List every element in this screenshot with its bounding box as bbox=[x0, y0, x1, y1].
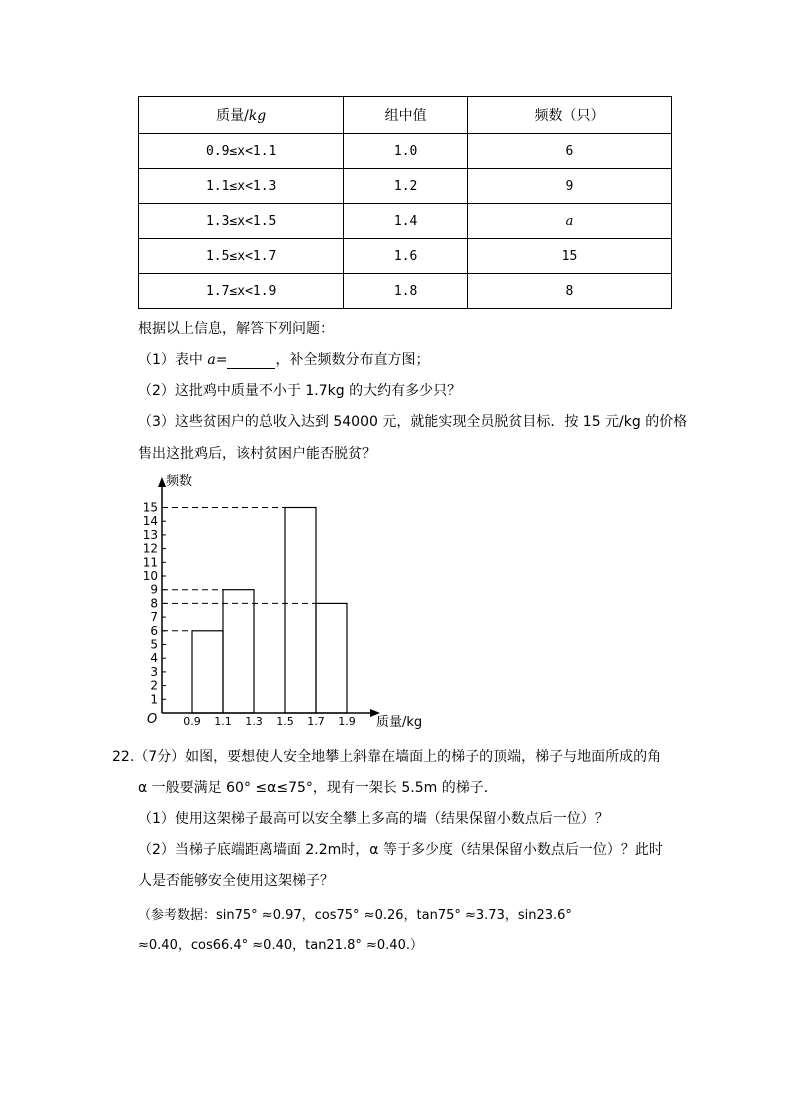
table-cell-mid: 1.2 bbox=[344, 169, 468, 204]
histogram-bar bbox=[223, 590, 254, 713]
problem-22-line2: α 一般要满足 60° ≤α≤75°，现有一架长 5.5m 的梯子． bbox=[138, 780, 498, 796]
table-cell-range: 1.7≤x<1.9 bbox=[139, 274, 344, 309]
origin-label: O bbox=[147, 712, 158, 727]
y-tick-label: 9 bbox=[150, 582, 158, 597]
y-tick-label: 15 bbox=[142, 500, 158, 515]
frequency-table bbox=[138, 96, 672, 309]
table-cell-range: 1.3≤x<1.5 bbox=[139, 204, 344, 239]
table-cell-range: 1.5≤x<1.7 bbox=[139, 239, 344, 274]
table-cell-mid: 1.6 bbox=[344, 239, 468, 274]
x-axis-title: 质量/kg bbox=[376, 715, 423, 730]
histogram-bar bbox=[285, 508, 316, 714]
table-cell-count: a bbox=[467, 204, 671, 239]
table-row bbox=[139, 134, 672, 169]
y-axis-arrow-icon bbox=[158, 477, 166, 487]
x-tick-label: 1.3 bbox=[245, 715, 263, 728]
histogram-chart bbox=[136, 468, 436, 730]
y-tick-label: 2 bbox=[150, 678, 158, 693]
table-cell-count: 8 bbox=[467, 274, 671, 309]
reference-data-line2: ≈0.40，cos66.4° ≈0.40，tan21.8° ≈0.40.） bbox=[138, 938, 423, 953]
table-cell-range: 1.1≤x<1.3 bbox=[139, 169, 344, 204]
table-cell-mid: 1.8 bbox=[344, 274, 468, 309]
table-cell-count: 6 bbox=[467, 134, 671, 169]
x-tick-label: 1.9 bbox=[338, 715, 356, 728]
question-2: （2）这批鸡中质量不小于 1.7kg 的大约有多少只？ bbox=[138, 383, 462, 399]
y-tick-label: 4 bbox=[150, 651, 158, 666]
question-3-line2: 售出这批鸡后，该村贫困户能否脱贫？ bbox=[138, 446, 376, 462]
y-tick-label: 7 bbox=[150, 610, 158, 625]
question-1-suffix: ，补全频数分布直方图； bbox=[275, 352, 430, 368]
table-cell-mid: 1.4 bbox=[344, 204, 468, 239]
header-mass: 质量/kg bbox=[139, 97, 344, 134]
table-row bbox=[139, 274, 672, 309]
y-tick-label: 12 bbox=[142, 541, 158, 556]
question-3-line1: （3）这些贫困户的总收入达到 54000 元，就能实现全员脱贫目标．按 15 元/kg 的价格 bbox=[138, 414, 688, 430]
y-tick-label: 8 bbox=[150, 596, 158, 611]
table-cell-mid: 1.0 bbox=[344, 134, 468, 169]
table-cell-count: 15 bbox=[467, 239, 671, 274]
table-cell-range: 0.9≤x<1.1 bbox=[139, 134, 344, 169]
y-tick-label: 10 bbox=[142, 569, 158, 583]
y-tick-label: 11 bbox=[142, 555, 158, 570]
y-tick-label: 14 bbox=[142, 514, 158, 529]
variable-a: a bbox=[207, 352, 216, 368]
question-1-prefix: （1）表中 bbox=[138, 352, 208, 368]
question-1 bbox=[138, 349, 429, 369]
reference-data-line1: （参考数据：sin75° ≈0.97，cos75° ≈0.26，tan75° ≈3.73，sin23.6° bbox=[138, 908, 572, 923]
x-tick-label: 0.9 bbox=[183, 715, 201, 728]
problem-22-line1: 22.（7分）如图，要想使人安全地攀上斜靠在墙面上的梯子的顶端，梯子与地面所成的角 bbox=[112, 749, 662, 765]
problem-22-question-1: （1）使用这架梯子最高可以安全攀上多高的墙（结果保留小数点后一位）？ bbox=[138, 811, 609, 827]
y-axis-title: 频数 bbox=[166, 474, 193, 489]
histogram-bar bbox=[316, 603, 347, 713]
table-row bbox=[139, 239, 672, 274]
y-tick-label: 5 bbox=[150, 637, 158, 652]
intro-text: 根据以上信息，解答下列问题： bbox=[138, 321, 334, 337]
answer-blank bbox=[227, 354, 275, 369]
y-tick-label: 1 bbox=[150, 692, 158, 707]
header-frequency: 频数（只） bbox=[467, 97, 671, 134]
table-header-row bbox=[139, 97, 672, 134]
table-row bbox=[139, 169, 672, 204]
problem-22-question-2-line1: （2）当梯子底端距离墙面 2.2m时，α 等于多少度（结果保留小数点后一位）？此时 bbox=[138, 842, 663, 858]
x-tick-label: 1.1 bbox=[214, 715, 232, 728]
table-row bbox=[139, 204, 672, 239]
y-tick-label: 3 bbox=[150, 664, 158, 679]
y-tick-label: 6 bbox=[150, 623, 158, 638]
table-cell-count: 9 bbox=[467, 169, 671, 204]
y-tick-label: 13 bbox=[142, 527, 158, 542]
header-group-mid: 组中值 bbox=[344, 97, 468, 134]
x-tick-label: 1.7 bbox=[307, 715, 325, 728]
histogram-bar bbox=[192, 631, 223, 713]
equals-sign: = bbox=[215, 352, 228, 368]
problem-22-question-2-line2: 人是否能够安全使用这架梯子？ bbox=[138, 873, 334, 889]
x-tick-label: 1.5 bbox=[276, 715, 294, 728]
